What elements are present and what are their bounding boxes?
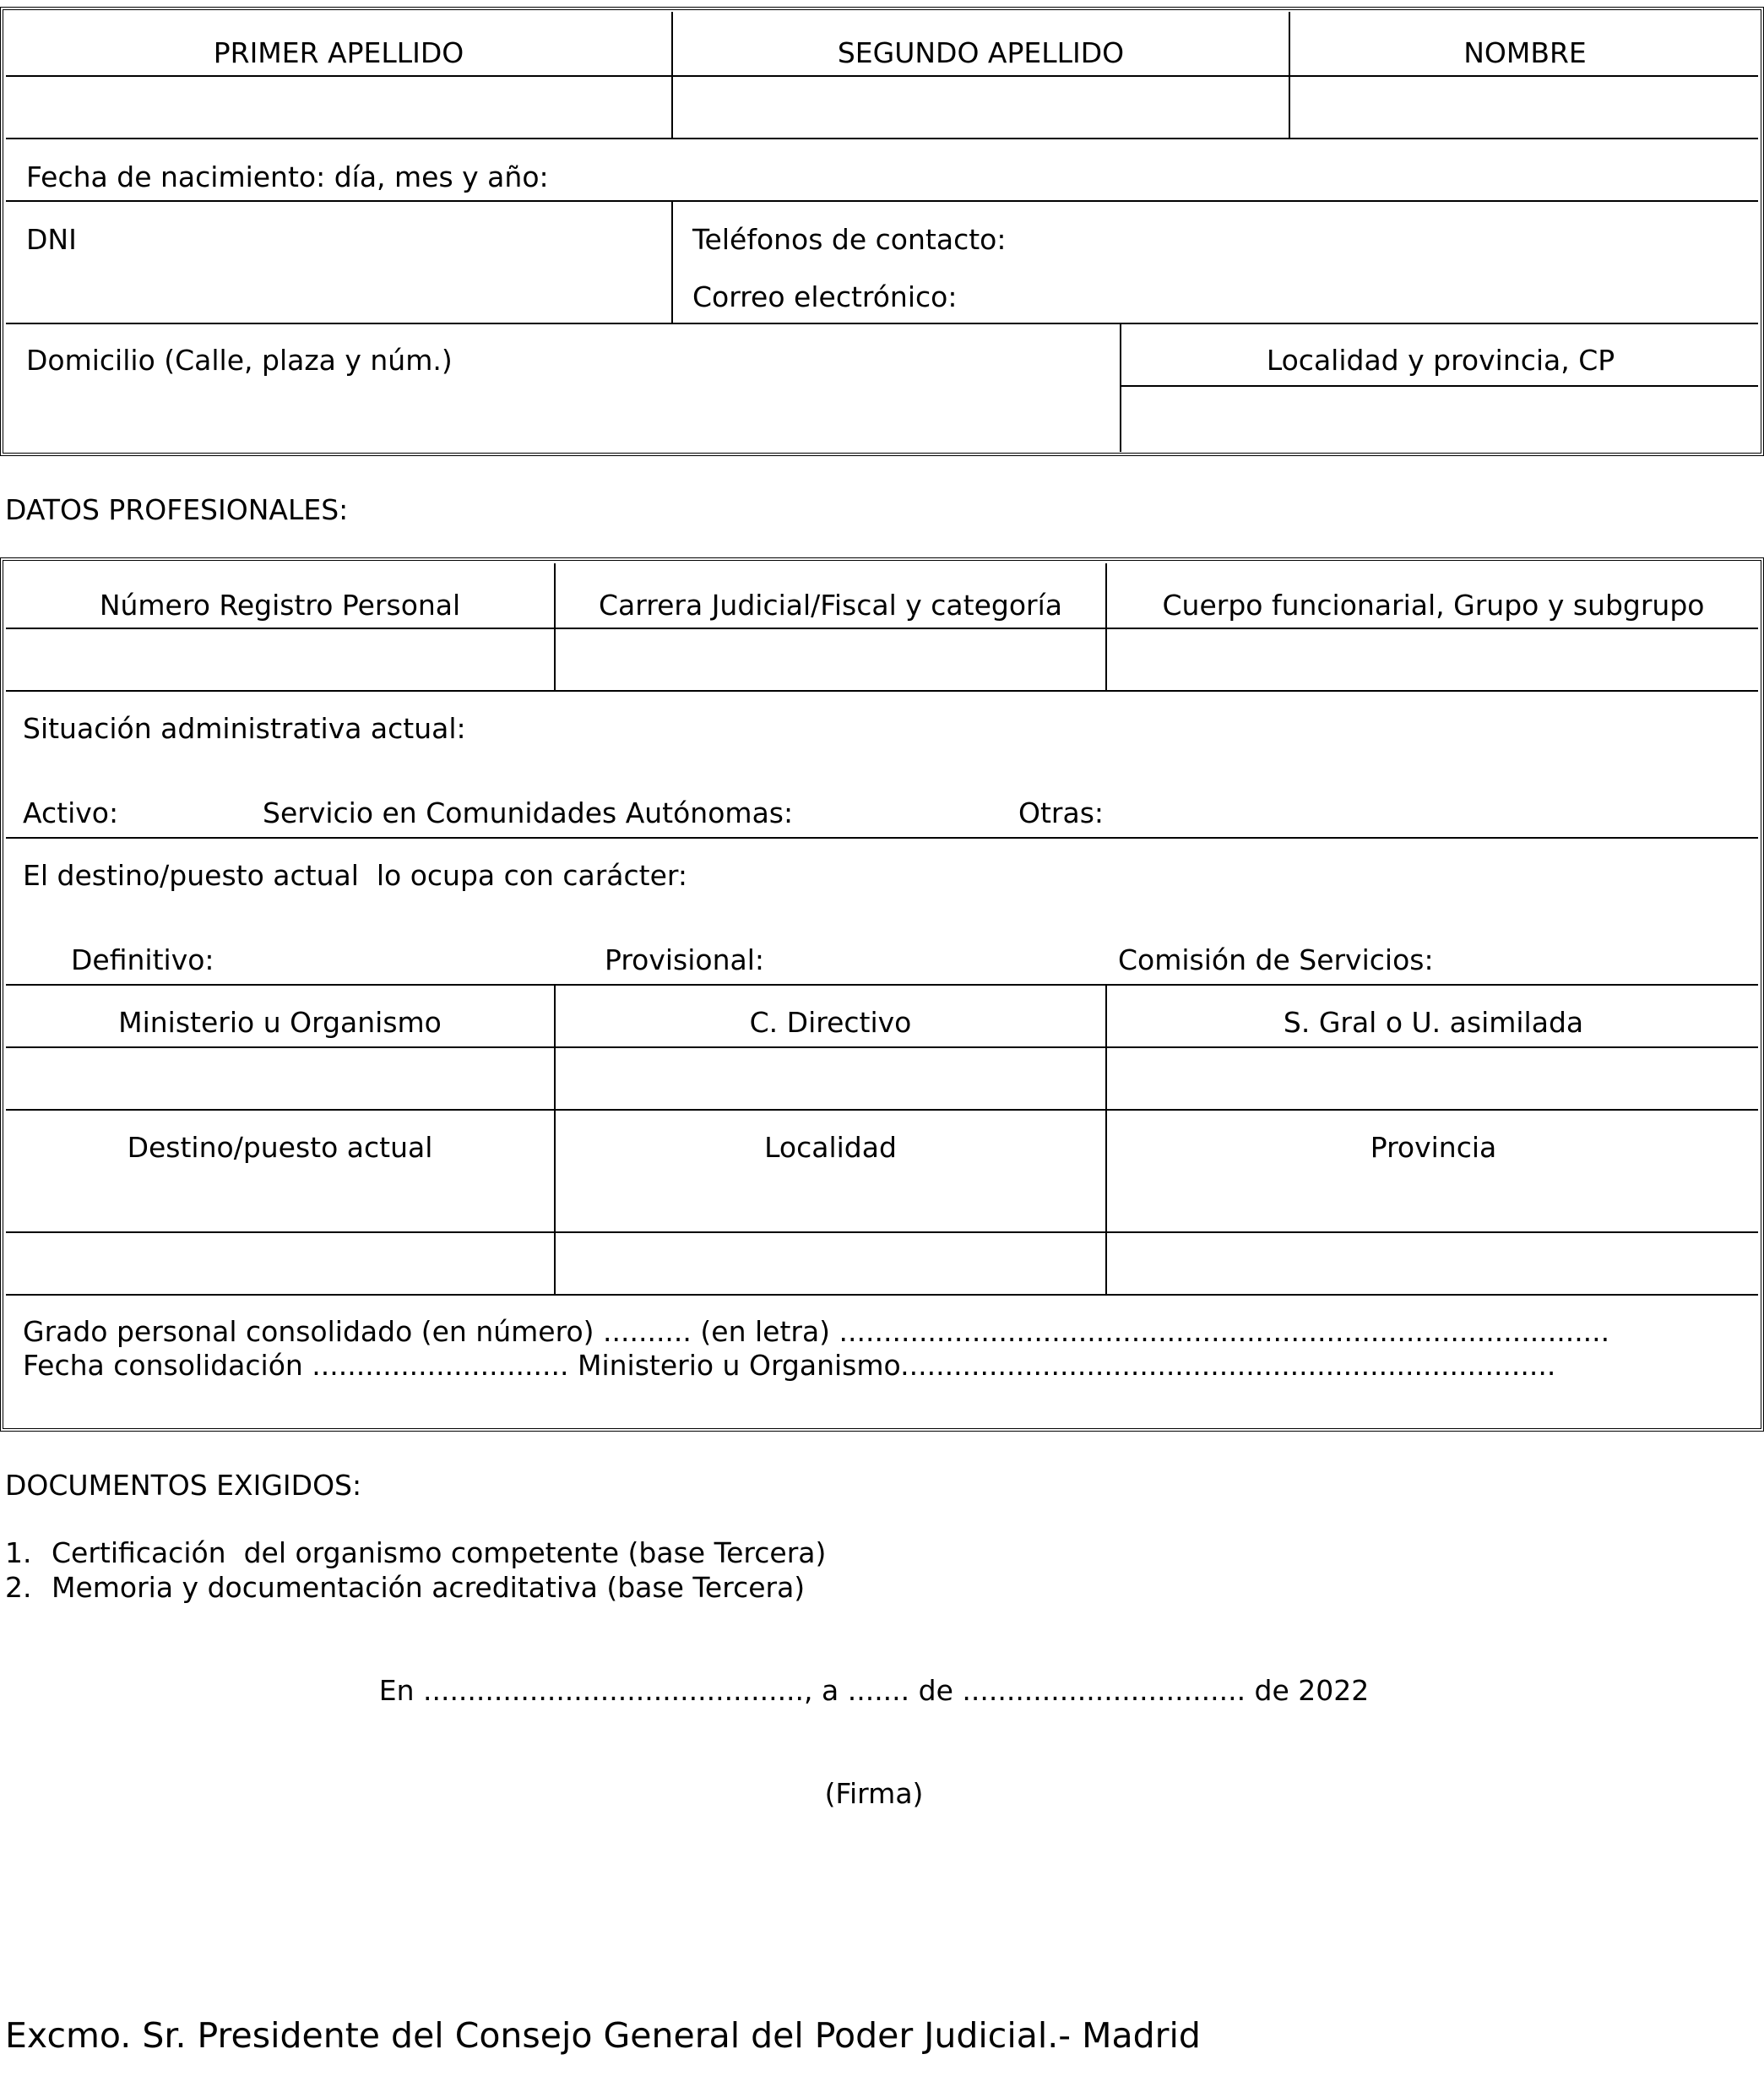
table-rule <box>6 1109 1758 1111</box>
situacion-label: Situación administrativa actual: <box>23 712 466 745</box>
datos-profesionales-heading: DATOS PROFESIONALES: <box>5 493 349 526</box>
table-rule <box>6 200 1758 202</box>
professional-data-table <box>0 557 1764 1432</box>
grado-consolidado-line: Grado personal consolidado (en número) .......... (en letra) ....................................................................................... <box>23 1315 1610 1348</box>
table-rule <box>1120 385 1758 387</box>
fecha-firma-line: En ..........................................., a ....... de ................................ de 2022 <box>378 1674 1370 1707</box>
documentos-heading: DOCUMENTOS EXIGIDOS: <box>5 1469 362 1502</box>
table-rule <box>1105 563 1107 691</box>
ministerio-label: Ministerio u Organismo <box>118 1006 442 1039</box>
table-rule <box>1289 12 1290 139</box>
nombre-label: NOMBRE <box>1463 36 1587 69</box>
correo-label: Correo electrónico: <box>692 280 958 313</box>
documento-item-number: 2. <box>5 1571 32 1604</box>
s-gral-label: S. Gral o U. asimilada <box>1283 1006 1584 1039</box>
destino-caracter-label: El destino/puesto actual lo ocupa con carácter: <box>23 859 687 892</box>
documento-item-number: 1. <box>5 1536 32 1569</box>
localidad-label: Localidad <box>764 1131 897 1164</box>
telefonos-label: Teléfonos de contacto: <box>692 223 1007 256</box>
localidad-provincia-cp-label: Localidad y provincia, CP <box>1266 344 1615 377</box>
primer-apellido-label: PRIMER APELLIDO <box>213 36 464 69</box>
table-rule <box>6 837 1758 839</box>
table-rule <box>6 628 1758 629</box>
destinatario-line: Excmo. Sr. Presidente del Consejo General del Poder Judicial.- Madrid <box>5 2015 1201 2056</box>
table-rule <box>6 75 1758 77</box>
table-rule <box>671 12 673 139</box>
table-rule <box>6 690 1758 692</box>
dni-label: DNI <box>26 223 77 256</box>
destino-actual-label: Destino/puesto actual <box>127 1131 433 1164</box>
table-rule <box>6 1231 1758 1233</box>
firma-label: (Firma) <box>824 1777 924 1810</box>
table-rule <box>554 563 556 691</box>
otras-label: Otras: <box>1018 796 1105 829</box>
activo-label: Activo: <box>23 796 119 829</box>
table-rule <box>6 1046 1758 1048</box>
table-rule <box>6 138 1758 139</box>
servicio-ccaa-label: Servicio en Comunidades Autónomas: <box>263 796 794 829</box>
table-rule <box>6 984 1758 986</box>
c-directivo-label: C. Directivo <box>749 1006 912 1039</box>
documento-item-text: Certificación del organismo competente (base Tercera) <box>52 1536 827 1569</box>
provisional-label: Provisional: <box>605 943 765 976</box>
table-rule <box>671 201 673 323</box>
documento-item-text: Memoria y documentación acreditativa (base Tercera) <box>52 1571 806 1604</box>
segundo-apellido-label: SEGUNDO APELLIDO <box>837 36 1125 69</box>
numero-registro-label: Número Registro Personal <box>99 589 461 622</box>
fecha-nacimiento-label: Fecha de nacimiento: día, mes y año: <box>26 160 549 193</box>
definitivo-label: Definitivo: <box>71 943 214 976</box>
table-rule <box>6 323 1758 324</box>
provincia-label: Provincia <box>1370 1131 1497 1164</box>
carrera-label: Carrera Judicial/Fiscal y categoría <box>599 589 1062 622</box>
cuerpo-label: Cuerpo funcionarial, Grupo y subgrupo <box>1162 589 1705 622</box>
comision-label: Comisión de Servicios: <box>1118 943 1434 976</box>
table-rule <box>6 1294 1758 1296</box>
domicilio-label: Domicilio (Calle, plaza y núm.) <box>26 344 453 377</box>
fecha-consolidacion-line: Fecha consolidación ............................. Ministerio u Organismo.......................................................................... <box>23 1349 1556 1382</box>
table-rule <box>1120 323 1121 452</box>
